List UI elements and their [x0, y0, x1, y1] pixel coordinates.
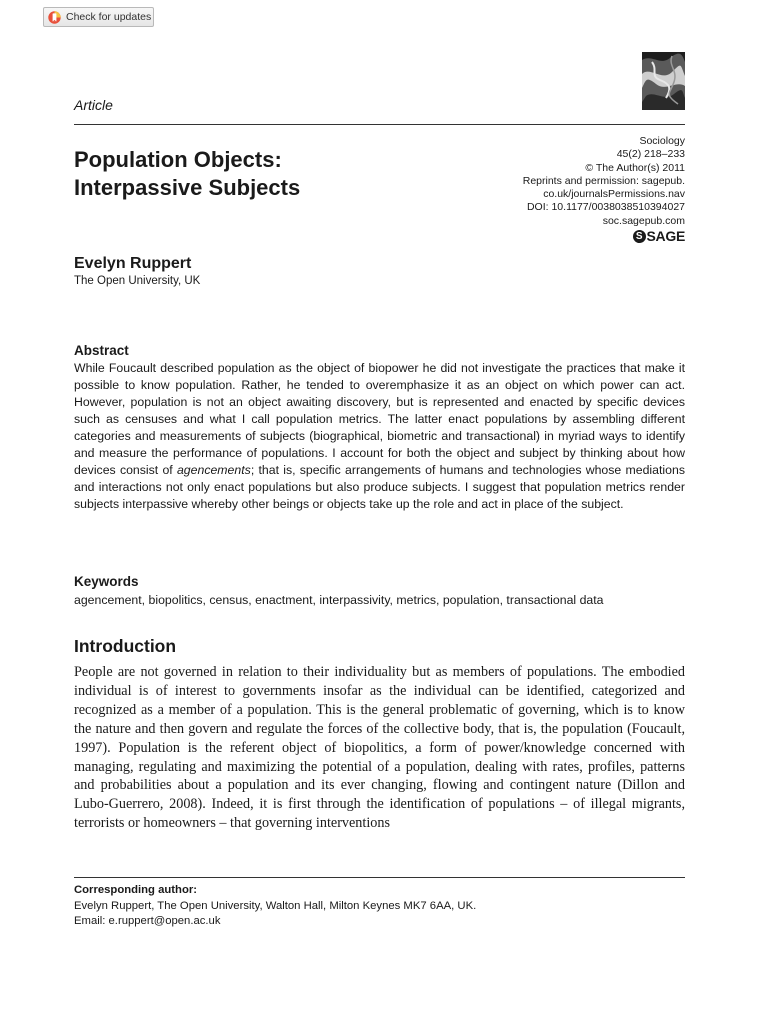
journal-url-link[interactable]: soc.sagepub.com [602, 214, 685, 227]
title-line-2: Interpassive Subjects [74, 175, 301, 200]
publisher-name: SAGE [646, 228, 685, 244]
keywords-list: agencement, biopolitics, census, enactment, interpassivity, metrics, population, transactional data [74, 593, 604, 607]
abstract-text [74, 360, 685, 513]
header-divider [74, 124, 685, 125]
journal-cover-image [642, 52, 685, 110]
doi-link[interactable]: DOI: 10.1177/0038038510394027 [526, 201, 685, 214]
paper-title [74, 146, 404, 202]
journal-name: Sociology [639, 135, 685, 147]
crossmark-icon [48, 11, 61, 24]
abstract-text-part-2: ; that is, specific arrangements of humans and technologies whose mediations and interactions not only enact populations but also produce subjects. I suggest that population metrics render subjects interpassive whereby other beings or objects take up the role and act in place of the subject. [74, 463, 685, 511]
author-affiliation: The Open University, UK [74, 275, 201, 287]
keywords-heading: Keywords [74, 574, 139, 589]
abstract-italic-term: agencements [176, 463, 251, 477]
sage-s-icon: S [633, 230, 646, 243]
author-name: Evelyn Ruppert [74, 255, 192, 272]
corresponding-author-address: Evelyn Ruppert, The Open University, Walton Hall, Milton Keynes MK7 6AA, UK. [74, 899, 477, 912]
copyright-line: © The Author(s) 2011 [585, 161, 685, 174]
permissions-link[interactable]: co.uk/journalsPermissions.nav [543, 188, 685, 201]
check-for-updates-button[interactable] [43, 7, 154, 27]
abstract-text-part-1: While Foucault described population as the object of biopower he did not investigate the practices that make it possible to know population. Rather, he tended to overemphasize it as an object on which power can act. However, population is not an object awaiting discovery, but is represented and enacted by specific devices such as censuses and what I call population metrics. The latter enact populations by assembling different categories and measurements of subjects (biographical, biometric and transactional) in myriad ways to identify and measure the performance of populations. I account for both the object and subject by thinking about how devices consist of [74, 361, 685, 477]
corresponding-author-email[interactable]: Email: e.ruppert@open.ac.uk [74, 915, 221, 927]
journal-metadata [465, 135, 685, 228]
introduction-text: People are not governed in relation to their individuality but as members of populations. The embodied individual is of interest to governments insofar as the individual can be identified, categorized and recognized as a member of a population. This is the general problematic of governing, which is to know the nature and then govern and regulate the forces of the collective body, that is, the population (Foucault, 1997). Population is the referent object of biopolitics, a form of power/knowledge concerned with managing, regulating and maximizing the potential of a population, dealing with rates, profiles, patterns and probabilities about a population and its ever changing, flowing and contingent nature (Dillon and Lubo-Guerrero, 2008). Indeed, it is first through the identification of populations – of illegal migrants, terrorists or homeowners – that governing interventions [74, 664, 685, 832]
journal-volume: 45(2) 218–233 [616, 148, 685, 161]
corresponding-author-footnote [74, 883, 476, 930]
footer-divider [74, 877, 685, 878]
publisher-logo [633, 228, 685, 244]
reprints-line: Reprints and permission: sagepub. [522, 174, 685, 187]
badge-label: Check for updates [66, 11, 152, 23]
introduction-heading: Introduction [74, 636, 177, 656]
title-line-1: Population Objects: [74, 147, 282, 172]
article-type-label: Article [74, 97, 113, 113]
corresponding-author-heading: Corresponding author: [74, 884, 198, 896]
abstract-heading: Abstract [74, 343, 129, 358]
